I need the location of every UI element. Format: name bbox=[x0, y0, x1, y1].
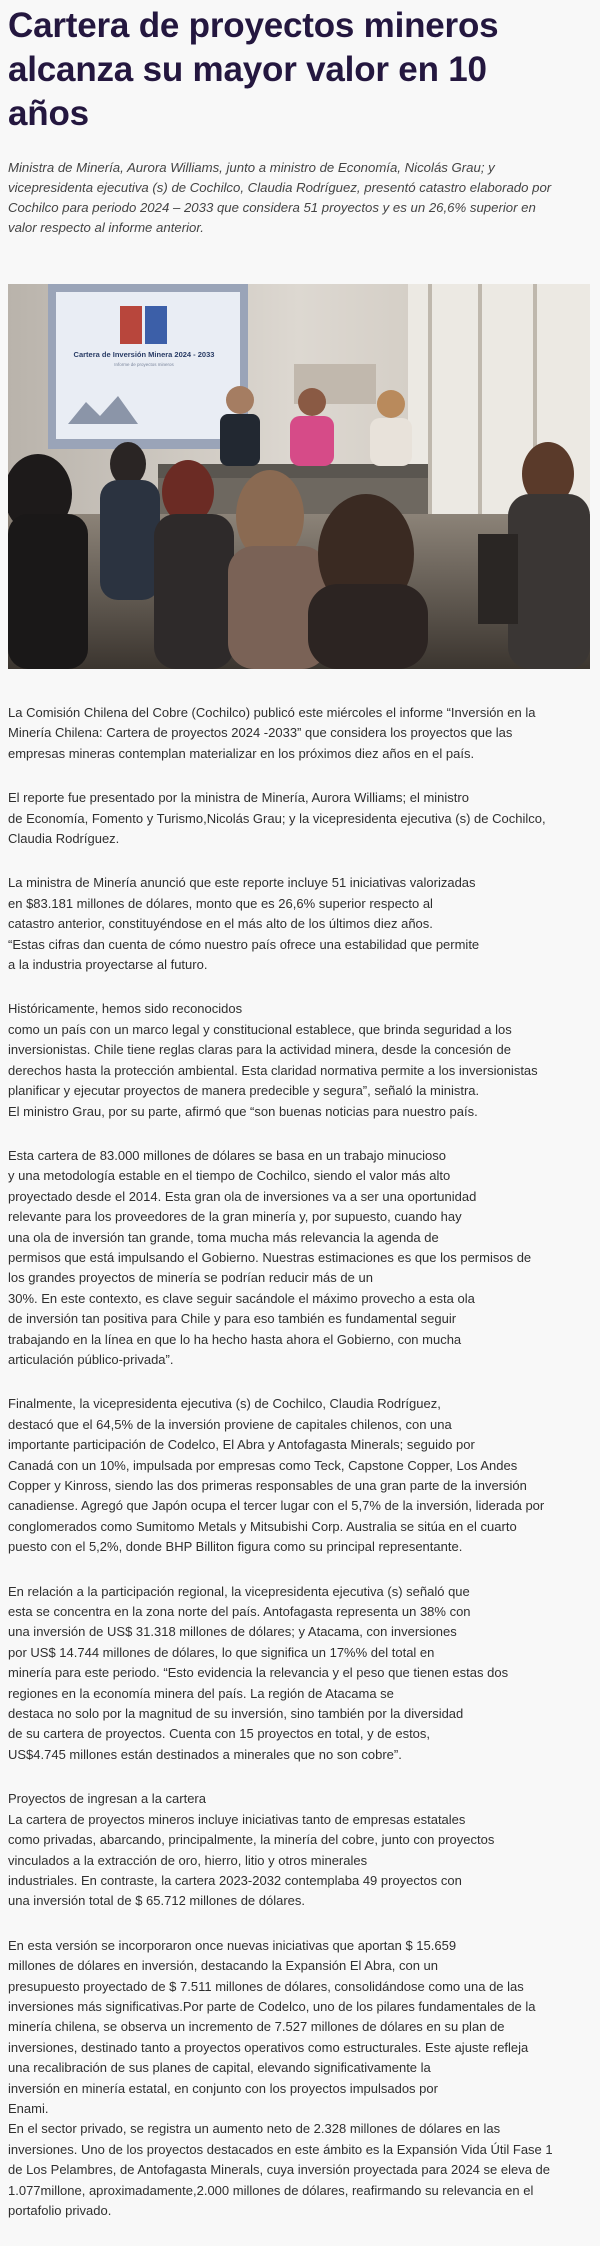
paragraph-line: canadiense. Agregó que Japón ocupa el tercer lugar con el 5,7% de la inversión, liderada por bbox=[8, 1498, 545, 1514]
lead-line: Cochilco para periodo 2024 – 2033 que considera 51 proyectos y es un 26,6% superior en bbox=[8, 200, 536, 215]
article-paragraph bbox=[8, 1146, 592, 1370]
paragraph-line: derechos hasta la protección ambiental. Esta claridad normativa permite a los inversionistas bbox=[8, 1062, 538, 1078]
paragraph-line: Históricamente, hemos sido reconocidos bbox=[8, 1001, 243, 1017]
paragraph-line: Copper y Kinross, siendo las dos primeras responsables de una gran parte de la inversión bbox=[8, 1478, 527, 1493]
paragraph-line: destaca no solo por la magnitud de su inversión, sino también por la diversidad bbox=[8, 1706, 464, 1722]
paragraph-line: de su cartera de proyectos. Cuenta con 15 proyectos en total, y de estos, bbox=[8, 1726, 431, 1742]
article-paragraph bbox=[8, 873, 592, 975]
article-title bbox=[8, 0, 592, 136]
paragraph-line: Claudia Rodríguez. bbox=[8, 831, 120, 847]
paragraph-line: por US$ 14.744 millones de dólares, lo que significa un 17%% del total en bbox=[8, 1644, 435, 1660]
article-paragraph bbox=[8, 703, 592, 764]
paragraph-line: industriales. En contraste, la cartera 2023-2032 contemplaba 49 proyectos con bbox=[8, 1872, 462, 1888]
paragraph-line: Proyectos de ingresan a la cartera bbox=[8, 1791, 206, 1807]
paragraph-line: en $83.181 millones de dólares, monto que es 26,6% superior respecto al bbox=[8, 895, 433, 911]
paragraph-line: una inversión total de $ 65.712 millones de dólares. bbox=[8, 1893, 306, 1909]
lead-line: valor respecto al informe anterior. bbox=[8, 220, 204, 235]
paragraph-line: esta se concentra en la zona norte del país. Antofagasta representa un 38% con bbox=[8, 1604, 471, 1620]
paragraph-line: articulación público-privada”. bbox=[8, 1351, 174, 1367]
paragraph-line: los grandes proyectos de minería se podrían reducir más de un bbox=[8, 1270, 373, 1286]
paragraph-line: Canadá con un 10%, impulsada por empresas como Teck, Capstone Copper, Los Andes bbox=[8, 1457, 518, 1473]
article-paragraph bbox=[8, 1582, 592, 1766]
paragraph-line: a la industria proyectarse al futuro. bbox=[8, 957, 208, 973]
paragraph-line: como un país con un marco legal y constitucional establece, que brinda seguridad a los bbox=[8, 1021, 512, 1037]
lead-line: Ministra de Minería, Aurora Williams, junto a ministro de Economía, Nicolás Grau; y bbox=[8, 160, 495, 175]
paragraph-line: de Los Pelambres, de Antofagasta Minerals, cuya inversión proyectada para 2024 se eleva de bbox=[8, 2162, 551, 2178]
paragraph-line: Finalmente, la vicepresidenta ejecutiva (s) de Cochilco, Claudia Rodríguez, bbox=[8, 1396, 441, 1412]
paragraph-line: minería chilena, se observa un incremento de 7.527 millones de dólares en su plan de bbox=[8, 2019, 505, 2035]
paragraph-line: conglomerados como Sumitomo Metals y Mitsubishi Corp. Australia se sitúa en el cuarto bbox=[8, 1518, 517, 1534]
paragraph-line: de Economía, Fomento y Turismo,Nicolás Grau; y la vicepresidenta ejecutiva (s) de Cochilco, bbox=[8, 810, 546, 826]
paragraph-line: En el sector privado, se registra un aumento neto de 2.328 millones de dólares en las bbox=[8, 2121, 501, 2137]
slide-title: Cartera de Inversión Minera 2024 - 2033 bbox=[73, 350, 215, 359]
paragraph-line: La ministra de Minería anunció que este reporte incluye 51 iniciativas valorizadas bbox=[8, 875, 476, 891]
paragraph-line: Esta cartera de 83.000 millones de dólares se basa en un trabajo minucioso bbox=[8, 1147, 446, 1163]
paragraph-line: US$4.745 millones están destinados a minerales que no son cobre”. bbox=[8, 1746, 402, 1762]
paragraph-line: 30%. En este contexto, es clave seguir sacándole el máximo provecho a esta ola bbox=[8, 1290, 475, 1306]
paragraph-line: planificar y ejecutar proyectos de manera predecible y segura”, señaló la ministra. bbox=[8, 1083, 480, 1099]
paragraph-line: presupuesto proyectado de $ 7.511 millones de dólares, consolidándose como una de las bbox=[8, 1978, 524, 1994]
title-line: alcanza su mayor valor en 10 bbox=[8, 50, 487, 89]
article-paragraph bbox=[8, 999, 592, 1121]
paragraph-line: destacó que el 64,5% de la inversión proviene de capitales chilenos, con una bbox=[8, 1416, 452, 1432]
article-paragraph bbox=[8, 1936, 592, 2222]
article-paragraph bbox=[8, 1789, 592, 1911]
title-line: Cartera de proyectos mineros bbox=[8, 6, 499, 45]
paragraph-line: vinculados a la extracción de oro, hierro, litio y otros minerales bbox=[8, 1852, 368, 1868]
paragraph-line: importante participación de Codelco, El Abra y Antofagasta Minerals; seguido por bbox=[8, 1437, 475, 1453]
paragraph-line: regiones en la economía minera del país. La región de Atacama se bbox=[8, 1685, 394, 1701]
paragraph-line: 1.077millone, aproximadamente,2.000 millones de dólares, reafirmando su relevancia en el bbox=[8, 2182, 534, 2198]
paragraph-line: inversión en minería estatal, en conjunto con los proyectos impulsados por bbox=[8, 2080, 438, 2096]
paragraph-line: una ola de inversión tan grande, toma mucha más relevancia la agenda de bbox=[8, 1229, 439, 1245]
paragraph-line: de inversión tan positiva para Chile y para eso también es fundamental seguir bbox=[8, 1311, 457, 1327]
title-line: años bbox=[8, 94, 89, 133]
photo-illustration bbox=[8, 284, 590, 669]
paragraph-line: una recalibración de sus planes de capital, elevando significativamente la bbox=[8, 2060, 431, 2076]
press-conference-photo bbox=[8, 284, 590, 669]
lead-line: vicepresidenta ejecutiva (s) de Cochilco, Claudia Rodríguez, presentó catastro elaborado por bbox=[8, 180, 552, 195]
paragraph-line: inversiones, destinado tanto a proyectos operativos como estructurales. Este ajuste refleja bbox=[8, 2039, 529, 2055]
paragraph-line: Enami. bbox=[8, 2100, 49, 2116]
paragraph-line: empresas mineras contemplan materializar en los próximos diez años en el país. bbox=[8, 745, 475, 761]
paragraph-line: inversiones. Uno de los proyectos destacados en este ámbito es la Expansión Vida Útil Fase 1 bbox=[8, 2141, 553, 2157]
article-paragraph bbox=[8, 788, 592, 849]
paragraph-line: Minería Chilena: Cartera de proyectos 2024 -2033” que considera los proyectos que las bbox=[8, 725, 513, 741]
paragraph-line: trabajando en la línea en que lo ha hecho hasta ahora el Gobierno, con mucha bbox=[8, 1331, 462, 1347]
paragraph-line: permisos que está impulsando el Gobierno. Nuestras estimaciones es que los permisos de bbox=[8, 1249, 532, 1265]
paragraph-line: proyectado desde el 2014. Esta gran ola de inversiones va a ser una oportunidad bbox=[8, 1188, 477, 1204]
paragraph-line: como privadas, abarcando, principalmente, la minería del cobre, junto con proyectos bbox=[8, 1832, 495, 1848]
paragraph-line: puesto con el 5,2%, donde BHP Billiton figura como su principal representante. bbox=[8, 1539, 463, 1555]
paragraph-line: portafolio privado. bbox=[8, 2203, 112, 2218]
article-body bbox=[8, 703, 592, 2221]
paragraph-line: La Comisión Chilena del Cobre (Cochilco) publicó este miércoles el informe “Inversión en la bbox=[8, 705, 536, 720]
paragraph-line: En relación a la participación regional, la vicepresidenta ejecutiva (s) señaló que bbox=[8, 1583, 470, 1599]
paragraph-line: En esta versión se incorporaron once nuevas iniciativas que aportan $ 15.659 bbox=[8, 1937, 457, 1953]
paragraph-line: y una metodología estable en el tiempo de Cochilco, siendo el valor más alto bbox=[8, 1168, 451, 1184]
paragraph-line: millones de dólares en inversión, destacando la Expansión El Abra, con un bbox=[8, 1958, 438, 1974]
paragraph-line: minería para este periodo. “Esto evidencia la relevancia y el peso que tienen estas dos bbox=[8, 1665, 509, 1681]
paragraph-line: inversiones más significativas.Por parte de Codelco, uno de los pilares fundamentales de la bbox=[8, 1998, 536, 2014]
paragraph-line: El reporte fue presentado por la ministra de Minería, Aurora Williams; el ministro bbox=[8, 790, 469, 806]
paragraph-line: relevante para los proveedores de la gran minería y, por supuesto, cuando hay bbox=[8, 1209, 462, 1225]
paragraph-line: La cartera de proyectos mineros incluye iniciativas tanto de empresas estatales bbox=[8, 1811, 466, 1827]
paragraph-line: catastro anterior, constituyéndose en el más alto de los últimos diez años. bbox=[8, 916, 433, 932]
article-lead bbox=[8, 158, 592, 238]
paragraph-line: El ministro Grau, por su parte, afirmó que “son buenas noticias para nuestro país. bbox=[8, 1103, 478, 1119]
article-paragraph bbox=[8, 1394, 592, 1557]
paragraph-line: una inversión de US$ 31.318 millones de dólares; y Atacama, con inversiones bbox=[8, 1624, 457, 1640]
slide-subtitle: Informe de proyectos mineros bbox=[114, 362, 174, 367]
paragraph-line: “Estas cifras dan cuenta de cómo nuestro país ofrece una estabilidad que permite bbox=[8, 936, 480, 952]
paragraph-line: inversionistas. Chile tiene reglas claras para la actividad minera, desde la concesión de bbox=[8, 1042, 511, 1058]
